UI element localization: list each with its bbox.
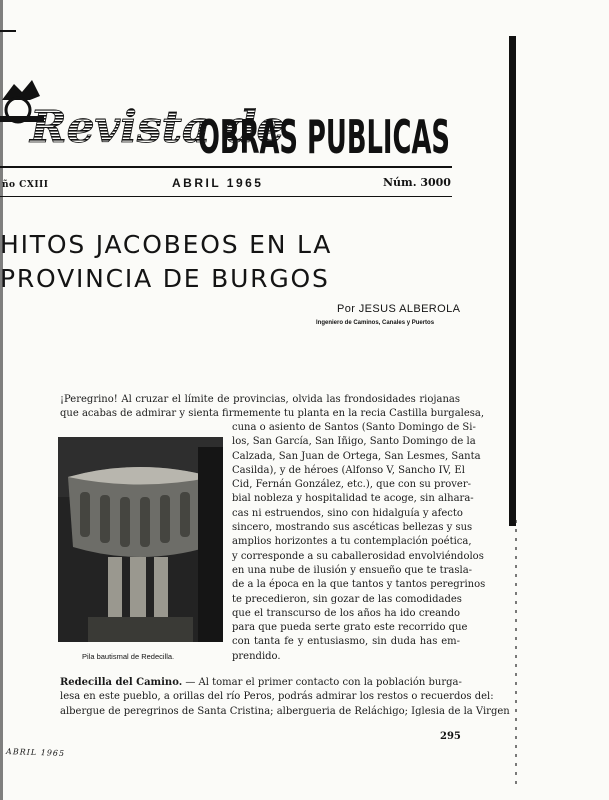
scan-edge-dots (515, 520, 517, 790)
masthead-rule-thin (0, 196, 452, 197)
text-line: en una nube de ilusión y ensueño que te trasla- (232, 564, 473, 576)
text-line: Cid, Fernán González, etc.), que con su prover- (232, 479, 471, 491)
text-line: Calzada, San Juan de Ortega, San Lesmes, Santa (232, 450, 481, 462)
text-line: albergue de peregrinos de Santa Cristina; albergueria de Reláchigo; Iglesia de la Virgen (60, 705, 510, 717)
svg-text:OBRAS PUBLICAS: OBRAS PUBLICAS (198, 111, 450, 165)
author-affiliation: Ingeniero de Caminos, Canales y Puertos (316, 320, 435, 326)
title-line: PROVINCIA DE BURGOS (0, 264, 330, 293)
text-line: cas ni estruendos, sino con hidalguía y afecto (232, 507, 463, 519)
text-line: cuna o asiento de Santos (Santo Domingo de Si- (232, 422, 476, 433)
issue-number: Núm. 3000 (383, 176, 451, 189)
text-line: que acabas de admirar y sienta firmemente tu planta en la recia Castilla burgalesa, (60, 408, 485, 420)
text-line: bial nobleza y hospitalidad te acoge, sin alhara- (232, 493, 474, 505)
footer-date: ABRIL 1965 (5, 746, 66, 759)
text-line: y corresponde a su caballerosidad envolviéndolos (232, 550, 484, 562)
section-lead: Redecilla del Camino. (60, 677, 183, 688)
text-line: de a la época en la que tantos y tantos peregrinos (232, 579, 486, 591)
text-line: amplios horizontes a tu contemplación poética, (232, 536, 472, 548)
byline: Por JESUS ALBEROLA (337, 303, 461, 315)
column-paragraph (232, 421, 486, 664)
text-run: — Al tomar el primer contacto con la población burga- (182, 677, 462, 688)
intro-paragraph (60, 393, 485, 422)
svg-text:Revista de: Revista de (30, 102, 285, 153)
text-line: que el transcurso de los años ha ido creando (232, 607, 460, 619)
article-title (0, 228, 420, 296)
redecilla-paragraph (60, 676, 510, 719)
masthead-rule (0, 166, 452, 168)
text-line: ¡Peregrino! Al cruzar el límite de provincias, olvida las frondosidades riojanas (60, 394, 460, 405)
masthead-logo (0, 70, 460, 165)
crop-mark (0, 30, 16, 32)
text-line: con tanta fe y entusiasmo, sin duda has em- (232, 636, 460, 648)
text-line: te precedieron, sin gozar de las comodidades (232, 593, 462, 605)
scan-edge-bar (509, 36, 516, 526)
text-line (60, 676, 460, 690)
text-line: para que pueda serte grato este recorrido que (232, 622, 468, 634)
issue-date: ABRIL 1965 (172, 176, 264, 190)
title-line: HITOS JACOBEOS EN LA (0, 230, 333, 259)
text-line: Casilda), y de héroes (Alfonso V, Sancho IV, El (232, 464, 465, 476)
text-line: los, San García, San Iñigo, Santo Domingo de la (232, 436, 476, 448)
text-line: sincero, mostrando sus ascéticas bellezas y sus (232, 522, 473, 534)
text-line: prendido. (232, 650, 281, 662)
page-number: 295 (440, 731, 461, 742)
photo-caption: Pila bautismal de Redecilla. (82, 652, 175, 661)
text-line: lesa en este pueblo, a orillas del río Peros, podrás admirar los restos o recuerdos del: (60, 691, 494, 703)
volume-label: ño CXIII (2, 180, 49, 190)
baptismal-font-photo (58, 437, 223, 642)
